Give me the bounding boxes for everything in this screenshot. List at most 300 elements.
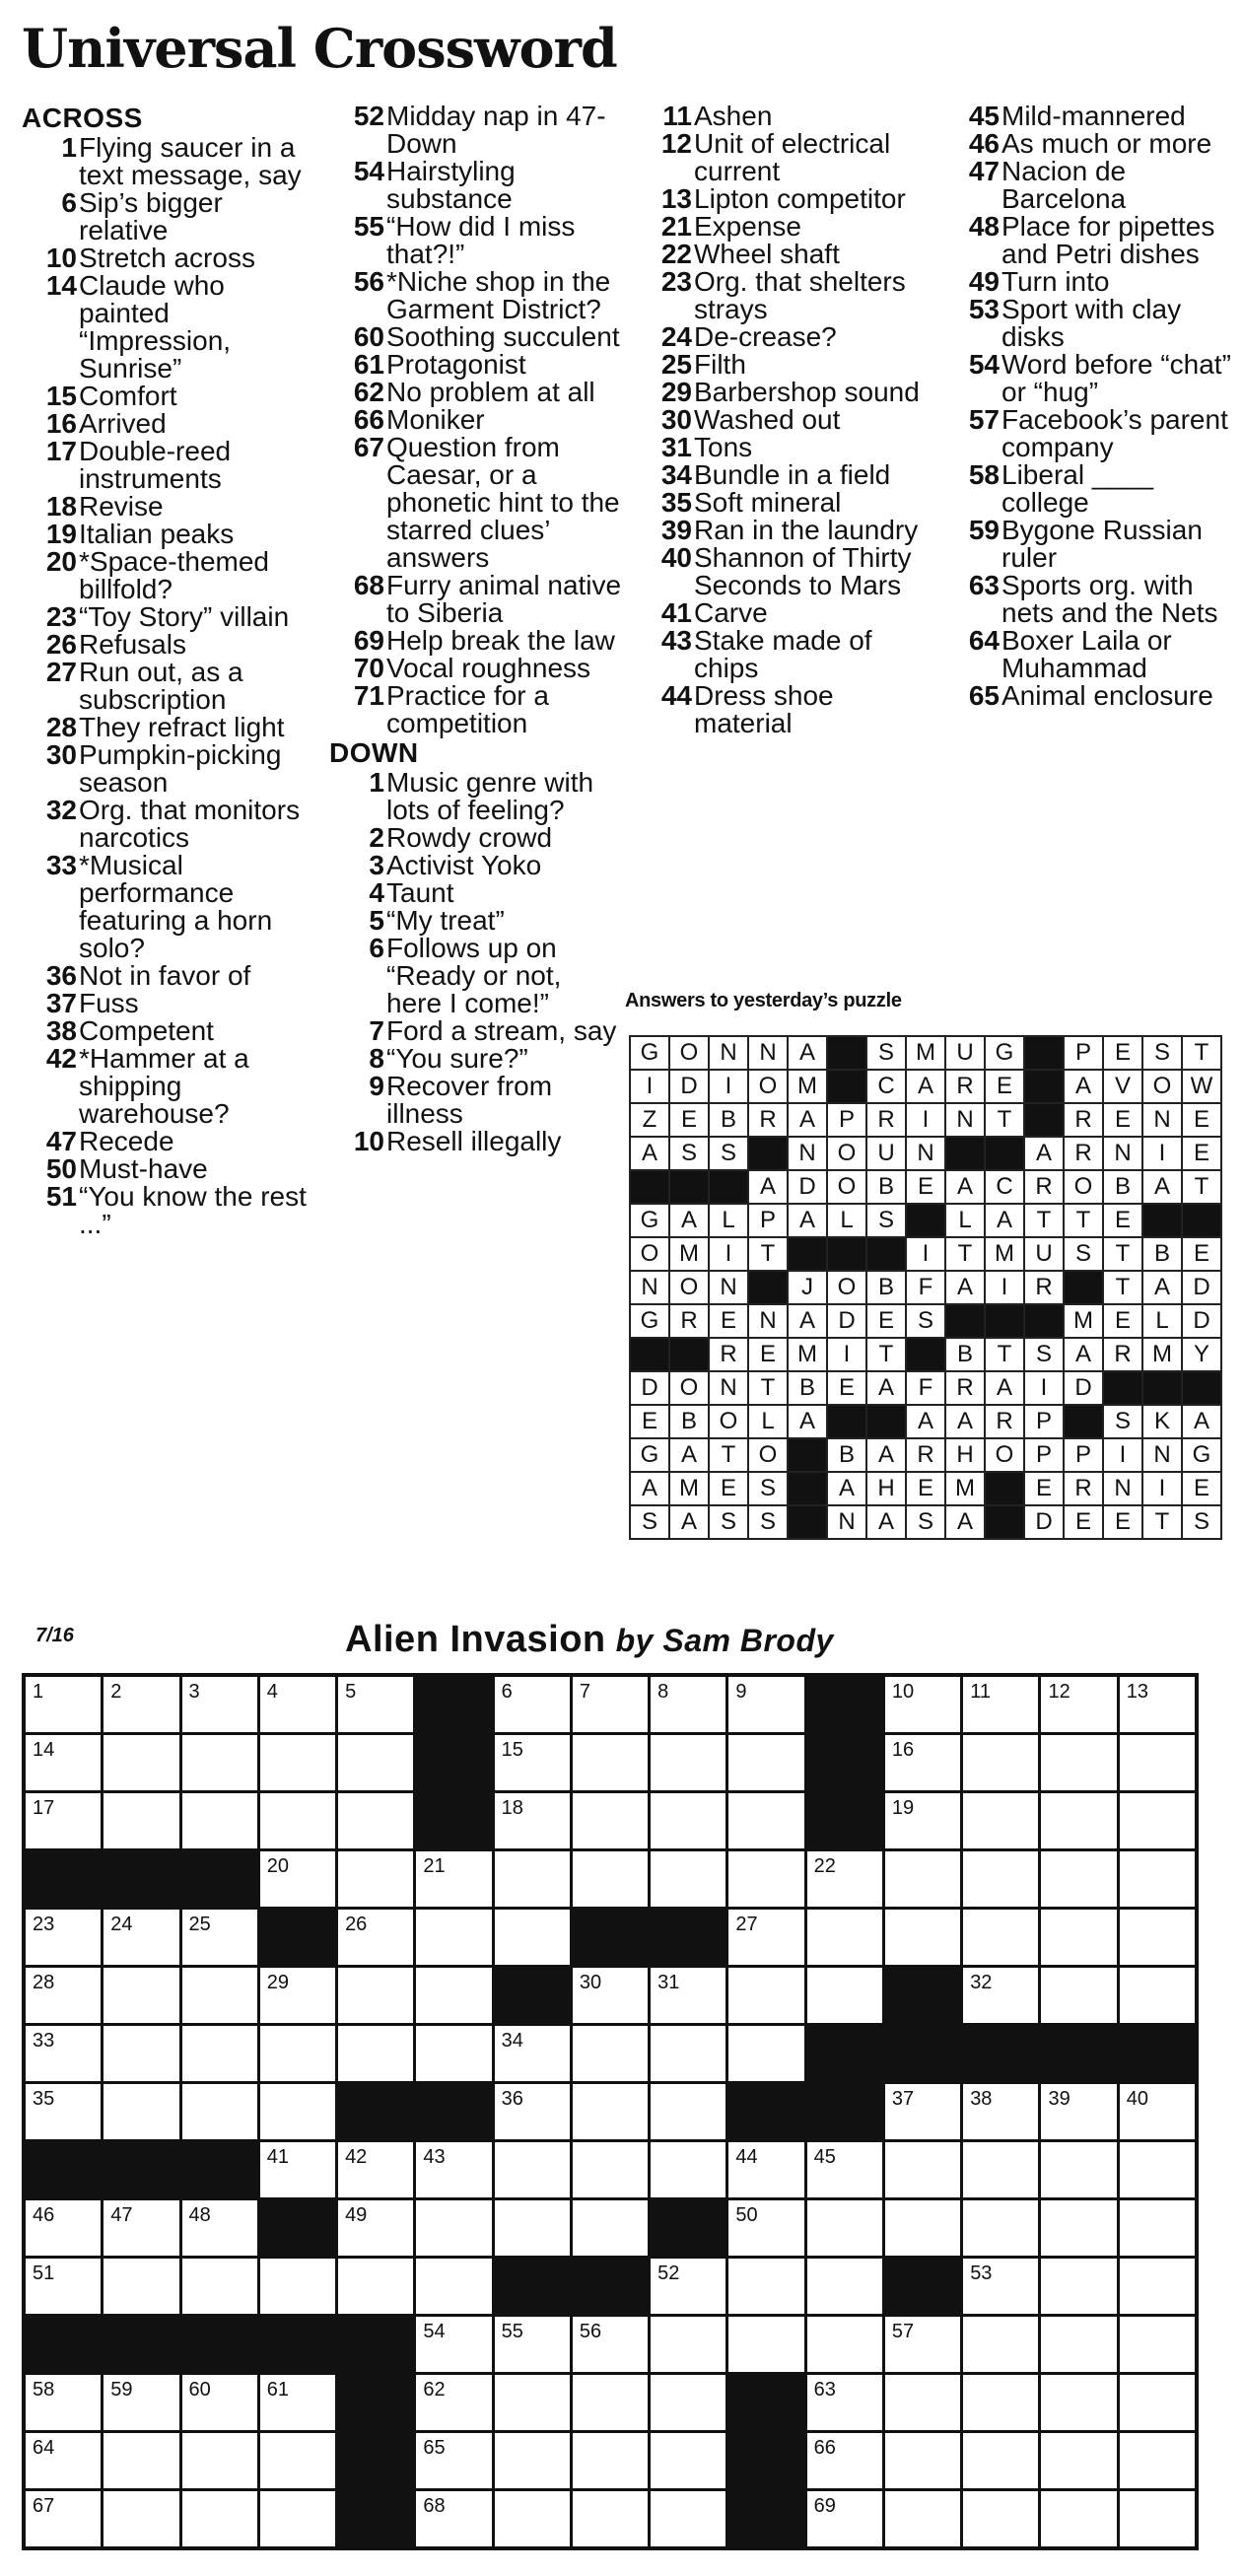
grid-cell[interactable] bbox=[728, 2200, 803, 2256]
clue-text: Competent bbox=[79, 1015, 214, 1046]
grid-cell[interactable] bbox=[573, 2491, 648, 2546]
black-square bbox=[728, 2375, 803, 2430]
clue bbox=[22, 741, 315, 797]
grid-cell[interactable] bbox=[260, 2142, 335, 2197]
grid-cell[interactable] bbox=[1120, 1677, 1195, 1732]
clue-text: Sports org. with nets and the Nets bbox=[1001, 570, 1218, 628]
grid-cell[interactable] bbox=[338, 1851, 413, 1907]
grid-cell[interactable] bbox=[1041, 2259, 1116, 2314]
grid-cell[interactable] bbox=[728, 1851, 803, 1907]
answer-cell: N bbox=[828, 1506, 865, 1538]
grid-cell[interactable] bbox=[963, 2084, 1038, 2139]
grid-cell[interactable] bbox=[26, 1735, 101, 1790]
grid-cell[interactable] bbox=[885, 2200, 960, 2256]
grid-cell[interactable] bbox=[1041, 2200, 1116, 2256]
grid-cell[interactable] bbox=[651, 1735, 725, 1790]
grid-cell[interactable] bbox=[260, 2433, 335, 2488]
grid-cell[interactable] bbox=[416, 1968, 491, 2023]
clue-number: 21 bbox=[660, 211, 692, 242]
grid-cell[interactable] bbox=[651, 2491, 725, 2546]
grid-cell[interactable] bbox=[651, 2026, 725, 2081]
clue bbox=[329, 158, 623, 213]
grid-cell[interactable] bbox=[495, 2026, 570, 2081]
answer-cell: S bbox=[749, 1506, 787, 1538]
grid-cell[interactable] bbox=[260, 1851, 335, 1907]
grid-cell[interactable] bbox=[26, 1968, 101, 2023]
answer-cell: F bbox=[907, 1372, 944, 1404]
grid-cell[interactable] bbox=[728, 1910, 803, 1965]
clue-text: Italian peaks bbox=[79, 519, 235, 549]
cell-number: 12 bbox=[1048, 1681, 1070, 1703]
grid-cell[interactable] bbox=[182, 1677, 257, 1732]
grid-cell[interactable] bbox=[573, 2317, 648, 2372]
clue bbox=[329, 852, 623, 879]
grid-cell[interactable] bbox=[728, 1968, 803, 2023]
grid-cell[interactable] bbox=[338, 2026, 413, 2081]
clue-number: 44 bbox=[660, 680, 692, 711]
grid-cell[interactable] bbox=[495, 1677, 570, 1732]
answer-black-square bbox=[1025, 1104, 1063, 1136]
grid-cell[interactable] bbox=[26, 2375, 101, 2430]
grid-cell[interactable] bbox=[573, 2375, 648, 2430]
answer-cell: S bbox=[1104, 1406, 1141, 1437]
grid-cell[interactable] bbox=[260, 2491, 335, 2546]
answer-cell: D bbox=[1183, 1272, 1220, 1303]
answer-black-square bbox=[670, 1171, 708, 1203]
grid-cell[interactable] bbox=[1120, 1735, 1195, 1790]
answer-cell: R bbox=[670, 1305, 708, 1337]
answer-cell: A bbox=[867, 1439, 905, 1471]
clue-number: 6 bbox=[369, 933, 384, 963]
grid-cell[interactable] bbox=[651, 2084, 725, 2139]
grid-cell[interactable] bbox=[495, 2433, 570, 2488]
grid-cell[interactable] bbox=[1120, 2317, 1195, 2372]
answer-black-square bbox=[789, 1439, 826, 1471]
grid-cell[interactable] bbox=[651, 2375, 725, 2430]
grid-cell[interactable] bbox=[807, 2259, 882, 2314]
grid-cell[interactable] bbox=[573, 2200, 648, 2256]
grid-cell[interactable] bbox=[26, 2491, 101, 2546]
answer-cell: P bbox=[1025, 1439, 1063, 1471]
grid-cell[interactable] bbox=[495, 1910, 570, 1965]
grid-cell[interactable] bbox=[260, 1968, 335, 2023]
answer-cell: N bbox=[1143, 1439, 1181, 1471]
grid-cell[interactable] bbox=[104, 1910, 178, 1965]
answer-cell: O bbox=[749, 1071, 787, 1102]
grid-cell[interactable] bbox=[807, 2433, 882, 2488]
grid-cell[interactable] bbox=[416, 1851, 491, 1907]
grid-cell[interactable] bbox=[104, 1735, 178, 1790]
answer-cell: A bbox=[789, 1104, 826, 1136]
answer-black-square bbox=[670, 1339, 708, 1370]
grid-cell[interactable] bbox=[182, 2433, 257, 2488]
grid-cell[interactable] bbox=[1041, 1677, 1116, 1732]
grid-cell[interactable] bbox=[885, 2142, 960, 2197]
answer-cell: Y bbox=[1183, 1339, 1220, 1370]
clue-number: 10 bbox=[353, 1126, 384, 1156]
grid-cell[interactable] bbox=[1120, 2433, 1195, 2488]
grid-cell[interactable] bbox=[963, 2317, 1038, 2372]
grid-cell[interactable] bbox=[963, 1851, 1038, 1907]
grid-cell[interactable] bbox=[1041, 2142, 1116, 2197]
grid-cell[interactable] bbox=[104, 2200, 178, 2256]
grid-cell[interactable] bbox=[573, 2084, 648, 2139]
grid-cell[interactable] bbox=[573, 2433, 648, 2488]
grid-cell[interactable] bbox=[104, 1677, 178, 1732]
grid-cell[interactable] bbox=[728, 2259, 803, 2314]
answer-cell: G bbox=[631, 1037, 668, 1069]
grid-cell[interactable] bbox=[1041, 2491, 1116, 2546]
grid-cell[interactable] bbox=[495, 2142, 570, 2197]
grid-cell[interactable] bbox=[573, 1735, 648, 1790]
grid-cell[interactable] bbox=[416, 2026, 491, 2081]
grid-cell[interactable] bbox=[416, 2491, 491, 2546]
answer-cell: A bbox=[631, 1473, 668, 1504]
grid-cell[interactable] bbox=[416, 2142, 491, 2197]
grid-cell[interactable] bbox=[963, 2259, 1038, 2314]
grid-cell[interactable] bbox=[651, 2259, 725, 2314]
grid-cell[interactable] bbox=[104, 2259, 178, 2314]
answer-cell: L bbox=[828, 1205, 865, 1236]
grid-cell[interactable] bbox=[104, 1968, 178, 2023]
clue bbox=[329, 268, 623, 323]
cell-number: 50 bbox=[735, 2204, 758, 2226]
clue-text: *Musical performance featuring a horn solo? bbox=[79, 850, 273, 963]
grid-cell[interactable] bbox=[338, 2259, 413, 2314]
grid-cell[interactable] bbox=[1041, 2433, 1116, 2488]
clue-number: 64 bbox=[968, 625, 1000, 656]
grid-cell[interactable] bbox=[728, 2317, 803, 2372]
grid-cell[interactable] bbox=[651, 1677, 725, 1732]
grid-cell[interactable] bbox=[182, 2026, 257, 2081]
clue-number: 35 bbox=[660, 487, 692, 518]
grid-cell[interactable] bbox=[963, 2142, 1038, 2197]
grid-cell[interactable] bbox=[573, 2026, 648, 2081]
grid-cell[interactable] bbox=[651, 1793, 725, 1848]
clue-text: Question from Caesar, or a phonetic hint to the starred clues’ answers bbox=[386, 432, 620, 573]
grid-cell[interactable] bbox=[963, 1793, 1038, 1848]
answer-cell: E bbox=[749, 1339, 787, 1370]
grid-cell[interactable] bbox=[1120, 2491, 1195, 2546]
grid-cell[interactable] bbox=[260, 1677, 335, 1732]
cell-number: 57 bbox=[891, 2321, 915, 2342]
grid-cell[interactable] bbox=[26, 2200, 101, 2256]
grid-cell[interactable] bbox=[338, 1677, 413, 1732]
grid-cell[interactable] bbox=[495, 2200, 570, 2256]
grid-cell[interactable] bbox=[573, 1851, 648, 1907]
grid-cell[interactable] bbox=[1041, 1735, 1116, 1790]
answer-cell: T bbox=[946, 1238, 984, 1270]
grid-cell[interactable] bbox=[495, 2375, 570, 2430]
across-header: ACROSS bbox=[22, 103, 143, 133]
grid-cell[interactable] bbox=[807, 2375, 882, 2430]
grid-cell[interactable] bbox=[651, 2433, 725, 2488]
answer-cell: R bbox=[710, 1339, 747, 1370]
answer-cell: T bbox=[986, 1339, 1023, 1370]
grid-cell[interactable] bbox=[338, 2200, 413, 2256]
clue-text: Filth bbox=[694, 349, 746, 380]
clue-text: Sip’s bigger relative bbox=[79, 187, 223, 245]
grid-cell[interactable] bbox=[651, 1968, 725, 2023]
grid-cell[interactable] bbox=[26, 2433, 101, 2488]
grid-cell[interactable] bbox=[1041, 1968, 1116, 2023]
grid-cell[interactable] bbox=[338, 1735, 413, 1790]
clue-number: 13 bbox=[660, 183, 692, 214]
grid-cell[interactable] bbox=[26, 2259, 101, 2314]
grid-cell[interactable] bbox=[260, 1793, 335, 1848]
grid-cell[interactable] bbox=[963, 2491, 1038, 2546]
answer-cell: R bbox=[986, 1406, 1023, 1437]
grid-cell[interactable] bbox=[651, 1851, 725, 1907]
cell-number: 5 bbox=[345, 1681, 357, 1703]
answer-cell: E bbox=[907, 1171, 944, 1203]
grid-cell[interactable] bbox=[885, 2491, 960, 2546]
clue-number: 8 bbox=[369, 1043, 384, 1074]
clue bbox=[329, 1017, 623, 1045]
grid-cell[interactable] bbox=[1120, 2084, 1195, 2139]
cell-number: 20 bbox=[266, 1855, 290, 1877]
answer-cell: N bbox=[710, 1372, 747, 1404]
grid-cell[interactable] bbox=[1120, 1793, 1195, 1848]
clue-number: 42 bbox=[45, 1043, 77, 1074]
cell-number: 66 bbox=[813, 2437, 836, 2459]
grid-cell[interactable] bbox=[807, 2142, 882, 2197]
grid-cell[interactable] bbox=[963, 1910, 1038, 1965]
grid-cell[interactable] bbox=[338, 2142, 413, 2197]
grid-cell[interactable] bbox=[338, 1793, 413, 1848]
grid-cell[interactable] bbox=[728, 1793, 803, 1848]
grid-cell[interactable] bbox=[416, 2200, 491, 2256]
grid-cell[interactable] bbox=[1041, 1851, 1116, 1907]
grid-cell[interactable] bbox=[182, 1735, 257, 1790]
grid-cell[interactable] bbox=[963, 1677, 1038, 1732]
grid-cell[interactable] bbox=[416, 2433, 491, 2488]
grid-cell[interactable] bbox=[885, 2084, 960, 2139]
grid-cell[interactable] bbox=[1120, 2259, 1195, 2314]
grid-cell[interactable] bbox=[104, 2026, 178, 2081]
grid-cell[interactable] bbox=[182, 2491, 257, 2546]
black-square bbox=[728, 2491, 803, 2546]
grid-cell[interactable] bbox=[573, 1677, 648, 1732]
answer-cell: A bbox=[749, 1171, 787, 1203]
grid-cell[interactable] bbox=[104, 2491, 178, 2546]
grid-cell[interactable] bbox=[182, 2375, 257, 2430]
clue-number: 11 bbox=[662, 101, 692, 131]
grid-cell[interactable] bbox=[1120, 1968, 1195, 2023]
grid-cell[interactable] bbox=[104, 2375, 178, 2430]
black-square bbox=[885, 1968, 960, 2023]
cell-number: 36 bbox=[501, 2088, 523, 2110]
grid-cell[interactable] bbox=[963, 1735, 1038, 1790]
answer-cell: S bbox=[1025, 1339, 1063, 1370]
clue bbox=[637, 461, 931, 489]
grid-cell[interactable] bbox=[260, 2026, 335, 2081]
answer-cell: N bbox=[789, 1138, 826, 1169]
clue bbox=[944, 682, 1238, 710]
clue-text: Lipton competitor bbox=[694, 183, 906, 214]
grid-cell[interactable] bbox=[416, 2259, 491, 2314]
grid-cell[interactable] bbox=[807, 2317, 882, 2372]
grid-cell[interactable] bbox=[495, 2084, 570, 2139]
answer-cell: L bbox=[1143, 1305, 1181, 1337]
grid-cell[interactable] bbox=[573, 1793, 648, 1848]
grid-cell[interactable] bbox=[885, 2433, 960, 2488]
grid-cell[interactable] bbox=[1120, 1851, 1195, 1907]
clue-text: *Space-themed billfold? bbox=[79, 546, 270, 604]
puzzle-date: 7/16 bbox=[35, 1625, 74, 1646]
cell-number: 67 bbox=[33, 2495, 55, 2517]
grid-cell[interactable] bbox=[728, 1677, 803, 1732]
clue-text: “You know the rest ...” bbox=[79, 1181, 307, 1239]
grid-cell[interactable] bbox=[416, 2375, 491, 2430]
grid-cell[interactable] bbox=[182, 1968, 257, 2023]
grid-cell[interactable] bbox=[651, 2317, 725, 2372]
grid-cell[interactable] bbox=[495, 1735, 570, 1790]
grid-cell[interactable] bbox=[885, 1735, 960, 1790]
cell-number: 53 bbox=[970, 2263, 993, 2284]
grid-cell[interactable] bbox=[963, 2200, 1038, 2256]
grid-cell[interactable] bbox=[104, 2084, 178, 2139]
grid-cell[interactable] bbox=[651, 2142, 725, 2197]
grid-cell[interactable] bbox=[495, 2317, 570, 2372]
answer-black-square bbox=[867, 1406, 905, 1437]
grid-cell[interactable] bbox=[1041, 2317, 1116, 2372]
grid-cell[interactable] bbox=[728, 1735, 803, 1790]
grid-cell[interactable] bbox=[1041, 2084, 1116, 2139]
grid-cell[interactable] bbox=[104, 2433, 178, 2488]
grid-cell[interactable] bbox=[260, 2084, 335, 2139]
answer-cell: S bbox=[867, 1037, 905, 1069]
answer-cell: L bbox=[749, 1406, 787, 1437]
grid-cell[interactable] bbox=[1120, 1910, 1195, 1965]
clue-number: 23 bbox=[660, 266, 692, 297]
grid-cell[interactable] bbox=[1120, 2142, 1195, 2197]
grid-cell[interactable] bbox=[26, 2026, 101, 2081]
grid-cell[interactable] bbox=[807, 2200, 882, 2256]
clue bbox=[944, 517, 1238, 572]
grid-cell[interactable] bbox=[26, 2084, 101, 2139]
grid-cell[interactable] bbox=[728, 2142, 803, 2197]
grid-cell[interactable] bbox=[963, 2433, 1038, 2488]
grid-cell[interactable] bbox=[1120, 2200, 1195, 2256]
grid-cell[interactable] bbox=[728, 2026, 803, 2081]
clue-text: Tons bbox=[694, 432, 753, 462]
grid-cell[interactable] bbox=[338, 1910, 413, 1965]
grid-cell[interactable] bbox=[260, 1735, 335, 1790]
answer-cell: H bbox=[867, 1473, 905, 1504]
grid-cell[interactable] bbox=[416, 1910, 491, 1965]
grid-cell[interactable] bbox=[1041, 2375, 1116, 2430]
grid-cell[interactable] bbox=[573, 1968, 648, 2023]
grid-cell[interactable] bbox=[807, 2491, 882, 2546]
grid-cell[interactable] bbox=[885, 1677, 960, 1732]
grid-cell[interactable] bbox=[963, 2375, 1038, 2430]
answer-black-square bbox=[1183, 1372, 1220, 1404]
grid-cell[interactable] bbox=[104, 1793, 178, 1848]
answer-cell: U bbox=[867, 1138, 905, 1169]
answer-cell: R bbox=[1104, 1339, 1141, 1370]
clue-number: 70 bbox=[353, 653, 384, 683]
answer-cell: T bbox=[1143, 1506, 1181, 1538]
answer-cell: E bbox=[1025, 1473, 1063, 1504]
grid-cell[interactable] bbox=[1041, 1793, 1116, 1848]
answer-cell: E bbox=[1183, 1473, 1220, 1504]
grid-cell[interactable] bbox=[416, 2317, 491, 2372]
clue bbox=[22, 493, 315, 521]
cell-number: 31 bbox=[657, 1972, 680, 1993]
grid-cell[interactable] bbox=[260, 2375, 335, 2430]
answer-cell: E bbox=[1104, 1104, 1141, 1136]
grid-cell[interactable] bbox=[963, 1968, 1038, 2023]
grid-cell[interactable] bbox=[182, 1910, 257, 1965]
grid-cell[interactable] bbox=[260, 2259, 335, 2314]
grid-cell[interactable] bbox=[495, 1793, 570, 1848]
grid-cell[interactable] bbox=[338, 1968, 413, 2023]
clue-number: 12 bbox=[660, 128, 692, 159]
cell-number: 64 bbox=[33, 2437, 55, 2459]
grid-cell[interactable] bbox=[1041, 1910, 1116, 1965]
answer-cell: R bbox=[867, 1104, 905, 1136]
clue-text: Music genre with lots of feeling? bbox=[386, 767, 594, 825]
grid-cell[interactable] bbox=[573, 2142, 648, 2197]
grid-cell[interactable] bbox=[495, 2491, 570, 2546]
answer-black-square bbox=[789, 1473, 826, 1504]
answer-cell: E bbox=[710, 1305, 747, 1337]
grid-cell[interactable] bbox=[807, 1910, 882, 1965]
clue bbox=[637, 323, 931, 351]
answer-cell: M bbox=[670, 1238, 708, 1270]
answer-cell: E bbox=[1183, 1238, 1220, 1270]
answer-cell: S bbox=[631, 1506, 668, 1538]
clue-text: Unit of electrical current bbox=[694, 128, 891, 186]
answer-cell: V bbox=[1104, 1071, 1141, 1102]
grid-cell[interactable] bbox=[182, 2200, 257, 2256]
grid-cell[interactable] bbox=[885, 1910, 960, 1965]
answer-cell: D bbox=[670, 1071, 708, 1102]
grid-cell[interactable] bbox=[885, 1793, 960, 1848]
answer-cell: T bbox=[749, 1372, 787, 1404]
grid-cell[interactable] bbox=[182, 2084, 257, 2139]
cell-number: 32 bbox=[970, 1972, 993, 1993]
cell-number: 14 bbox=[33, 1739, 55, 1761]
black-square bbox=[651, 2200, 725, 2256]
grid-cell[interactable] bbox=[26, 1677, 101, 1732]
grid-cell[interactable] bbox=[885, 2317, 960, 2372]
grid-cell[interactable] bbox=[807, 1851, 882, 1907]
grid-cell[interactable] bbox=[495, 1851, 570, 1907]
grid-cell[interactable] bbox=[182, 2259, 257, 2314]
clue-number: 30 bbox=[660, 404, 692, 435]
clue bbox=[22, 962, 315, 990]
answer-cell: N bbox=[907, 1138, 944, 1169]
grid-cell[interactable] bbox=[885, 2375, 960, 2430]
clue-text: Moniker bbox=[386, 404, 485, 435]
clue-text: Comfort bbox=[79, 381, 177, 411]
grid-cell[interactable] bbox=[26, 1793, 101, 1848]
answer-cell: D bbox=[1183, 1305, 1220, 1337]
grid-cell[interactable] bbox=[885, 1851, 960, 1907]
answer-black-square bbox=[1025, 1305, 1063, 1337]
grid-cell[interactable] bbox=[1120, 2375, 1195, 2430]
cell-number: 23 bbox=[33, 1914, 55, 1935]
grid-cell[interactable] bbox=[182, 1793, 257, 1848]
grid-cell[interactable] bbox=[807, 1968, 882, 2023]
clue-number: 5 bbox=[369, 905, 384, 936]
clue-number: 1 bbox=[369, 767, 384, 798]
answer-cell: E bbox=[1183, 1104, 1220, 1136]
grid-cell[interactable] bbox=[26, 1910, 101, 1965]
answer-black-square bbox=[946, 1138, 984, 1169]
